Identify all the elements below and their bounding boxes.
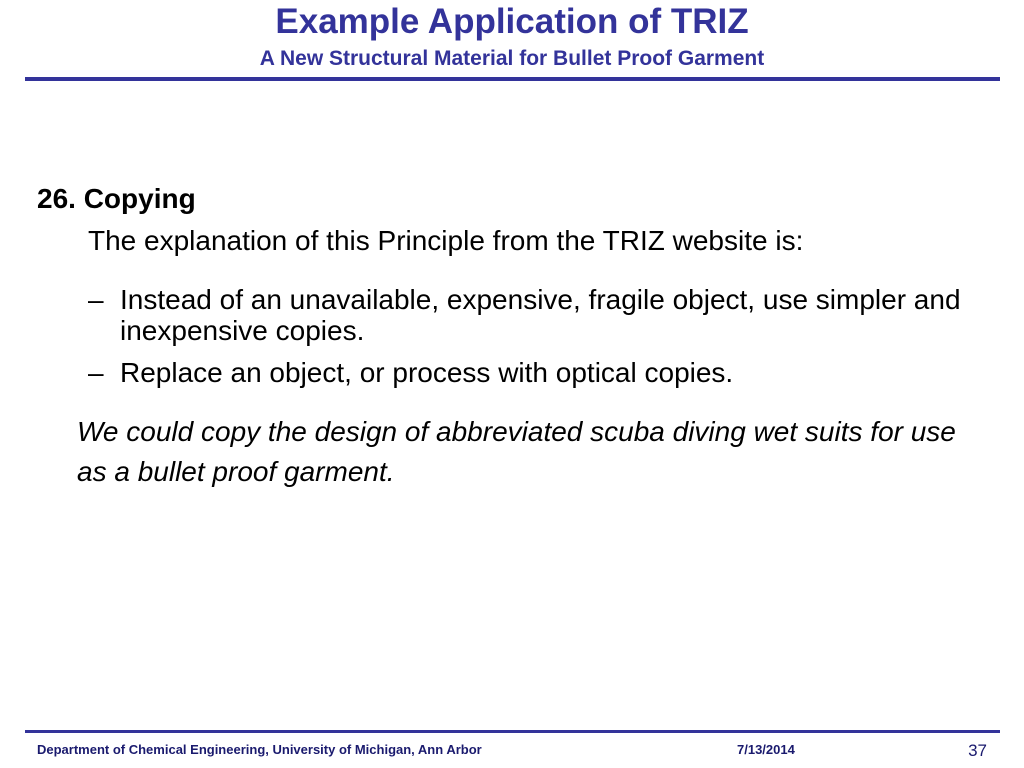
footer-department: Department of Chemical Engineering, University of Michigan, Ann Arbor <box>37 742 482 757</box>
principle-heading: 26. Copying <box>37 183 196 214</box>
bullet-item <box>88 357 988 388</box>
slide-subtitle: A New Structural Material for Bullet Proof Garment <box>259 47 765 70</box>
footer-divider <box>25 730 1000 733</box>
application-note: We could copy the design of abbreviated scuba diving wet suits for use as a bullet proof garment. <box>77 416 956 487</box>
bullet-dash: – <box>88 357 104 388</box>
page-number: 37 <box>968 741 987 760</box>
header-divider <box>25 77 1000 81</box>
bullet-item <box>88 284 988 346</box>
slide-title: Example Application of TRIZ <box>275 2 749 41</box>
bullet-text: Instead of an unavailable, expensive, fragile object, use simpler and inexpensive copies. <box>120 284 961 346</box>
bullet-dash: – <box>88 284 104 315</box>
footer-date: 7/13/2014 <box>737 742 795 757</box>
principle-intro: The explanation of this Principle from the TRIZ website is: <box>88 225 804 256</box>
bullet-text: Replace an object, or process with optical copies. <box>120 357 734 388</box>
